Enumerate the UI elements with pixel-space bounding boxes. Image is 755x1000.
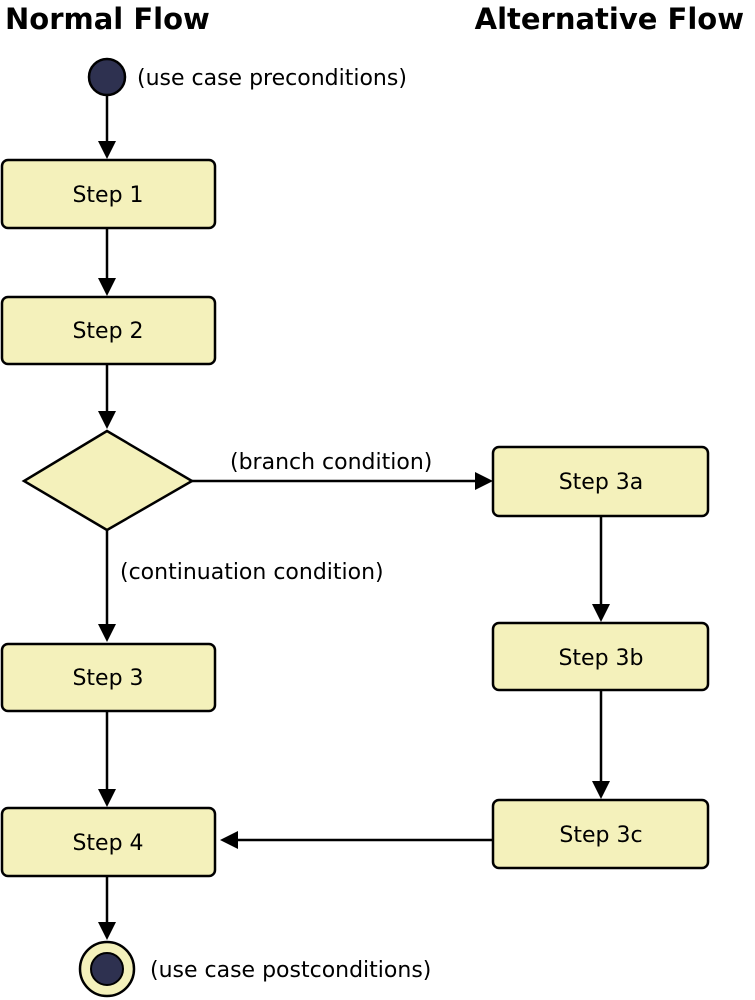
arrowhead-step2 [98, 278, 116, 296]
alternative-flow-heading: Alternative Flow [474, 2, 744, 36]
step-3b-node [493, 623, 708, 690]
step-1-node [2, 160, 215, 228]
arrowhead-step3c [592, 781, 610, 799]
branch-condition-note: (branch condition) [230, 450, 433, 475]
arrowhead-step3b [592, 604, 610, 622]
normal-flow-heading: Normal Flow [5, 2, 210, 36]
arrowhead-step4-from-alt [220, 831, 238, 849]
start-node [89, 59, 125, 95]
arrowhead-step4 [98, 789, 116, 807]
step-3a-node [493, 447, 708, 516]
step-2-node [2, 297, 215, 364]
arrowhead-step3a [475, 472, 493, 490]
arrowhead-decision [98, 411, 116, 429]
arrowhead-step1 [98, 141, 116, 159]
preconditions-note: (use case preconditions) [137, 66, 407, 91]
step-3-node [2, 644, 215, 711]
arrowhead-step3 [98, 624, 116, 642]
step-4-label: Step 4 [72, 831, 144, 856]
postconditions-note: (use case postconditions) [150, 958, 432, 983]
step-2-label: Step 2 [72, 319, 144, 344]
step-1-label: Step 1 [72, 183, 144, 208]
step-3b-label: Step 3b [558, 646, 644, 671]
arrowhead-end [98, 922, 116, 940]
step-3c-label: Step 3c [559, 823, 643, 848]
end-node [80, 942, 134, 996]
step-3-label: Step 3 [72, 666, 144, 691]
step-4-node [2, 808, 215, 876]
step-3a-label: Step 3a [558, 470, 644, 495]
continuation-condition-note: (continuation condition) [120, 560, 384, 585]
decision-node [24, 431, 192, 530]
step-3c-node [493, 800, 708, 868]
